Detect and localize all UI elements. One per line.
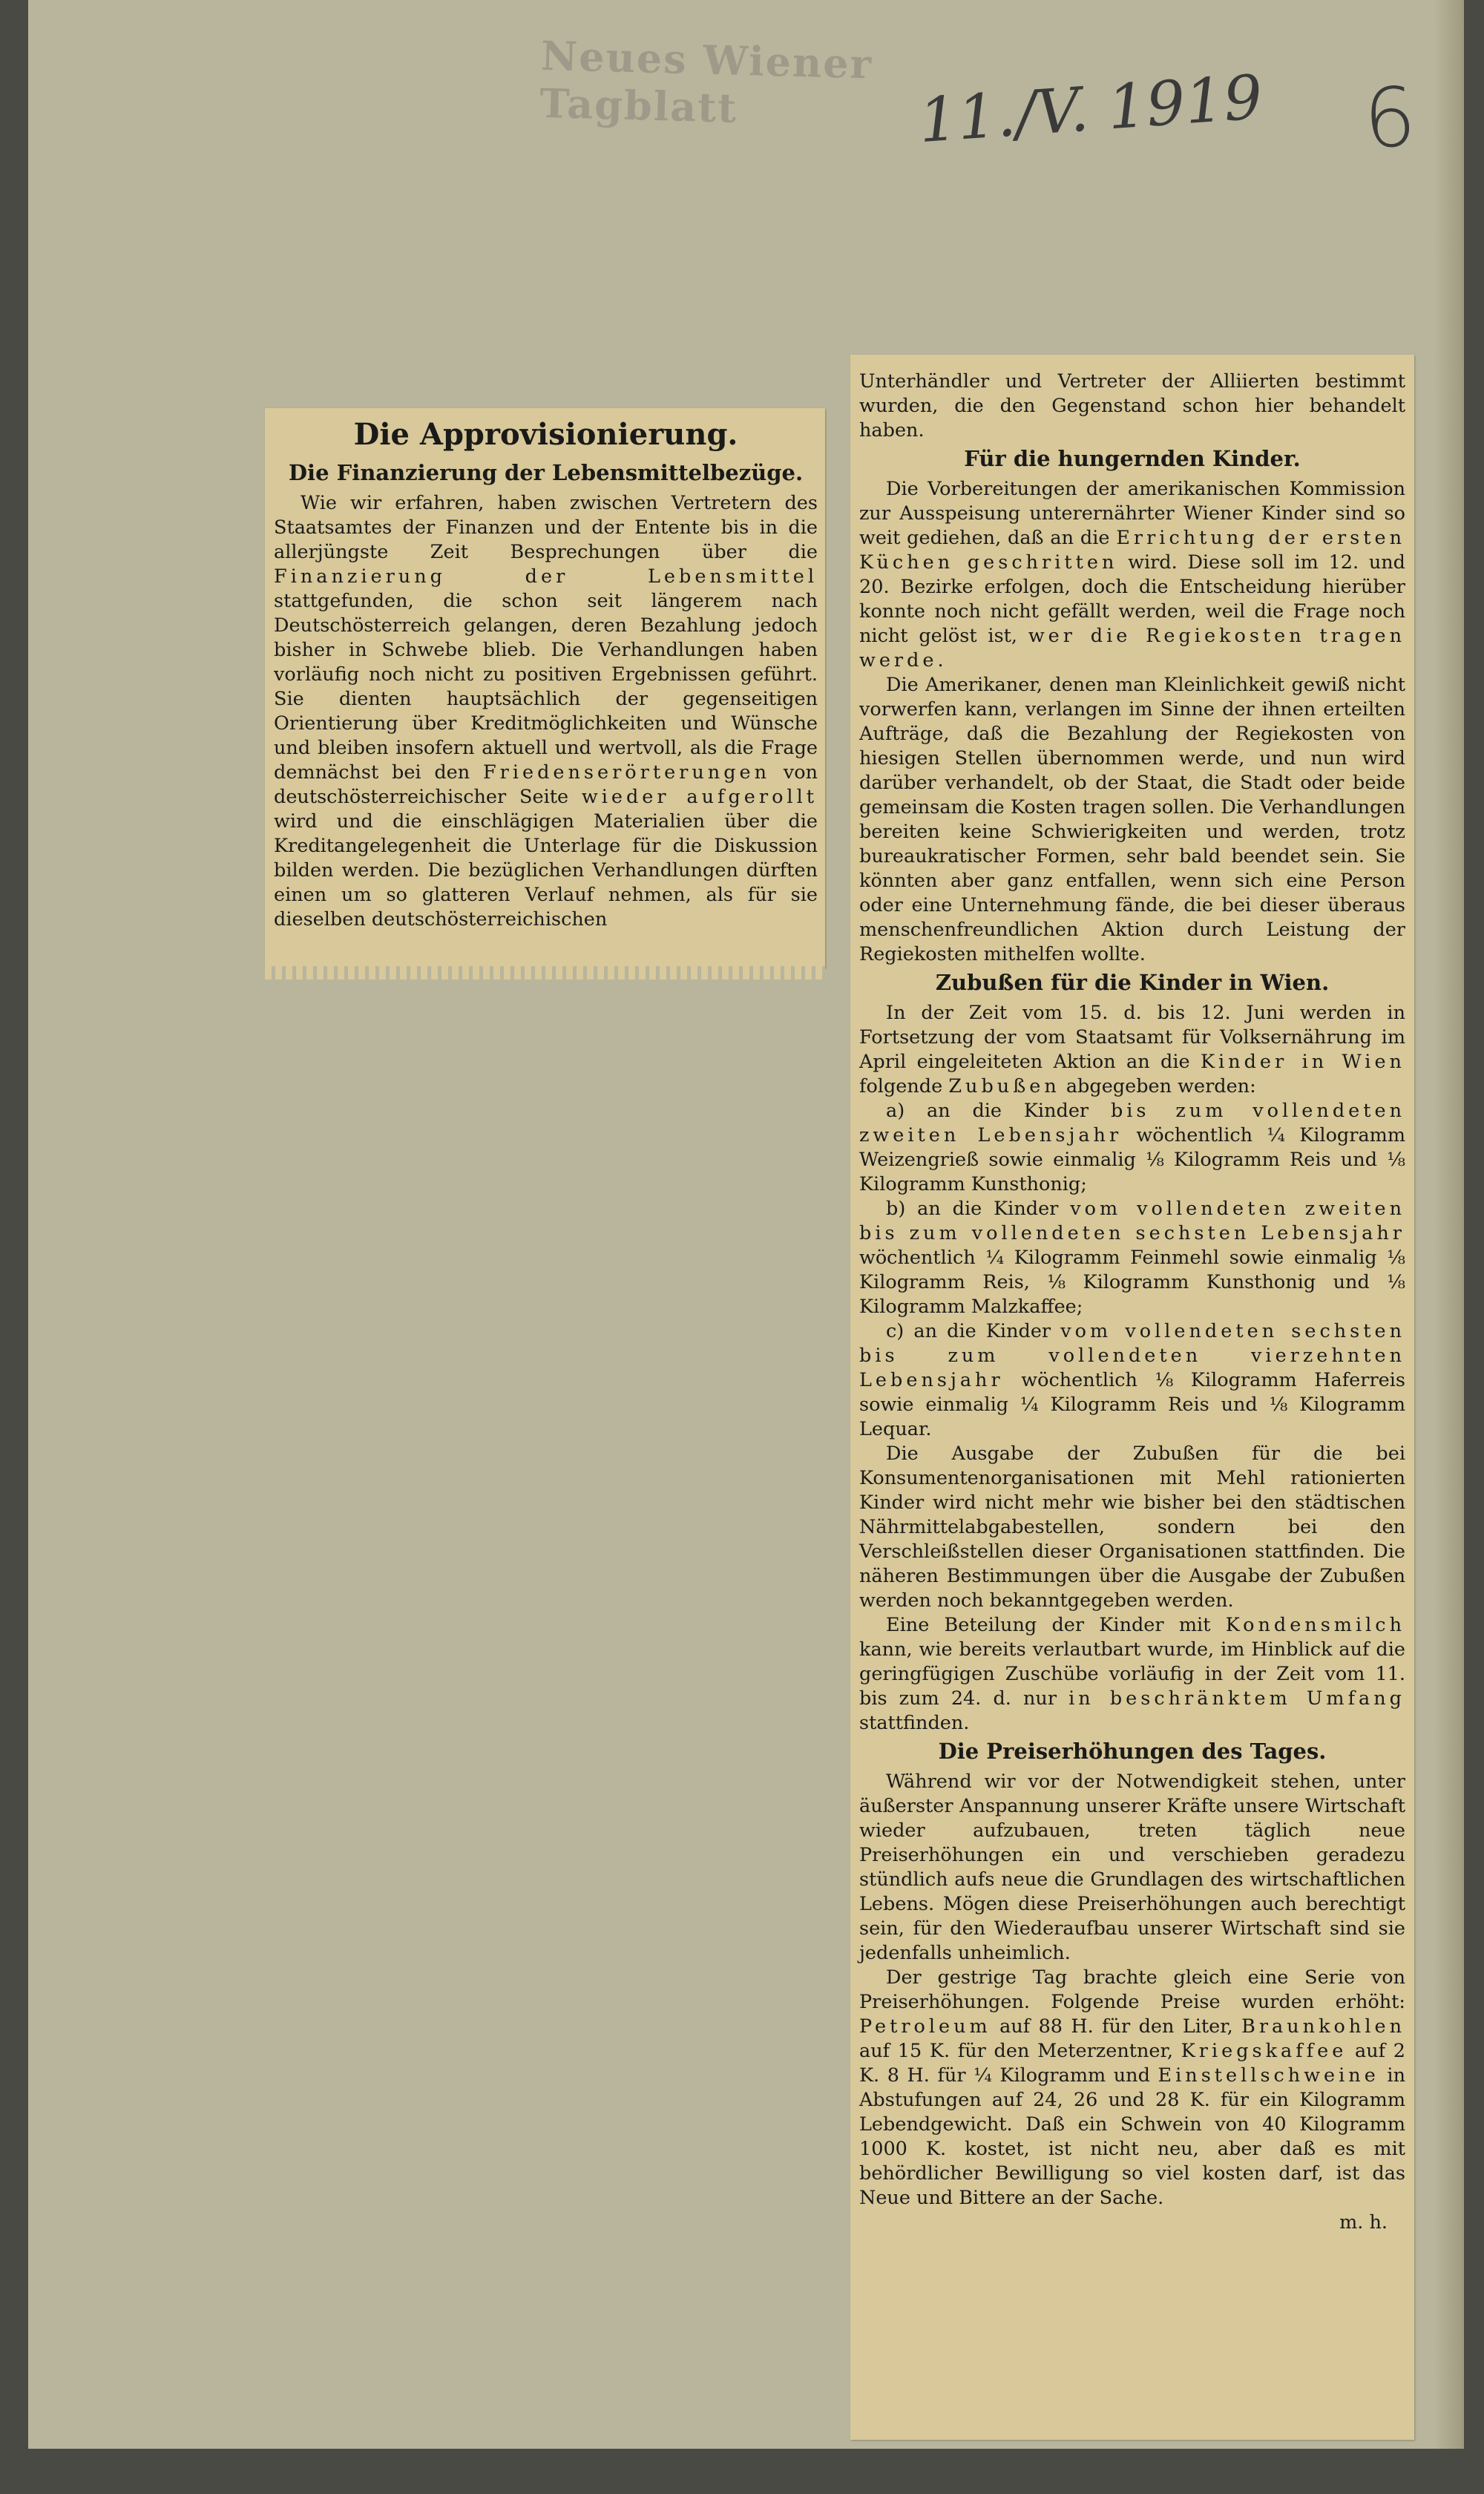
paragraph-kinder-1: Die Vorbereitungen der amerikanischen Kommission zur Ausspeisung unterernährter Wiener Kinder sind so weit gediehen, daß an die Errichtung der ersten Küchen geschritten wird. Diese soll im 12. und 20. Bezirke erfolgen, doch die Entscheidung hierüber konnte noch nicht gefällt werden, weil die Frage noch nicht gelöst ist, wer die Regiekosten tragen werde.	[859, 478, 1406, 672]
list-item-c: c) an die Kinder vom vollendeten sechsten bis zum vollendeten vierzehnten Lebensjahr wöchentlich ⅛ Kilogramm Haferreis sowie einmalig ¼ Kilogramm Reis und ⅛ Kilogramm Lequar.	[859, 1320, 1405, 1440]
paragraph-continuation: Unterhändler und Vertreter der Alliierten bestimmt wurden, die den Gegenstand schon hier behandelt haben.	[859, 370, 1405, 442]
clipping-left	[265, 408, 825, 968]
article-subtitle: Die Finanzierung der Lebensmittelbezüge.	[288, 460, 804, 485]
heading-preiserhoehungen: Die Preiserhöhungen des Tages.	[938, 1739, 1327, 1764]
clipping-right	[850, 355, 1414, 2440]
paragraph-finanzierung: Wie wir erfahren, haben zwischen Vertretern des Staatsamtes der Finanzen und der Entente bis in die allerjüngste Zeit Besprechungen über die Finanzierung der Lebensmittel stattgefunden, die schon seit längerem nach Deutschösterreich gelangen, deren Bezahlung jedoch bisher in Schwebe blieb. Die Verhandlungen haben vorläufig noch nicht zu positiven Ergebnissen geführt. Sie dienten hauptsächlich der gegenseitigen Orientierung über Kreditmöglichkeiten und Wünsche und bleiben insofern aktuell und wertvoll, als die Frage demnächst bei den Friedenserörterungen von deutschösterreichischer Seite wieder aufgerollt wird und die einschlägigen Materialien über die Kreditangelegenheit die Unterlage für die Diskussion bilden werden. Die bezüglichen Verhandlungen dürften einen um so glatteren Verlauf nehmen, als für sie dieselben deutschösterreichischen	[274, 492, 818, 931]
heading-zubussen: Zubußen für die Kinder in Wien.	[935, 970, 1330, 995]
paragraph-preise-1: Während wir vor der Notwendigkeit stehen, unter äußerster Anspannung unserer Kräfte unsere Wirtschaft wieder aufzubauen, treten täglich neue Preiserhöhungen ein und verschieben geradezu stündlich aufs neue die Grundlagen des wirtschaftlichen Lebens. Mögen diese Preiserhöhungen auch berechtigt sein, für den Wiederaufbau unserer Wirtschaft sind sie jedenfalls unheimlich.	[859, 1771, 1405, 1964]
paragraph-zubussen-1: In der Zeit vom 15. d. bis 12. Juni werden in Fortsetzung der vom Staatsamt für Volksernährung im April eingeleiteten Aktion an die Kinder in Wien folgende Zubußen abgegeben werden:	[859, 1002, 1405, 1097]
article-title: Die Approvisionierung.	[353, 417, 738, 452]
paragraph-kinder-2: Die Amerikaner, denen man Kleinlichkeit gewiß nicht vorwerfen kann, verlangen im Sinne der ihnen erteilten Aufträge, daß die Bezahlung der Regiekosten von hiesigen Stellen übernommen werde, und nun wird darüber verhandelt, ob der Staat, die Stadt oder beide gemeinsam die Kosten tragen sollen. Die Verhandlungen bereiten keine Schwierigkeiten und werden, trotz bureaukratischer Formen, sehr bald beendet sein. Sie könnten aber ganz entfallen, wenn sich eine Person oder eine Unternehmung fände, die bei dieser überaus menschenfreundlichen Aktion durch Leistung der Regiekosten mithelfen wollte.	[859, 674, 1405, 965]
handwritten-date: 11./V. 1919	[916, 62, 1265, 157]
torn-edge	[265, 966, 825, 979]
paragraph-kondensmilch: Eine Beteilung der Kinder mit Kondensmilch kann, wie bereits verlautbart wurde, im Hinblick auf die geringfügigen Zuschübe vorläufig in der Zeit vom 11. bis zum 24. d. nur in beschränktem Umfang stattfinden.	[859, 1614, 1405, 1734]
author-signature: m. h.	[1339, 2211, 1388, 2234]
archive-stamp: Neues Wiener Tagblatt	[539, 31, 873, 132]
list-item-a: a) an die Kinder bis zum vollendeten zweiten Lebensjahr wöchentlich ¼ Kilogramm Weizengrieß sowie einmalig ⅛ Kilogramm Reis und ⅛ Kilogramm Kunsthonig;	[859, 1100, 1406, 1195]
list-item-b: b) an die Kinder vom vollendeten zweiten bis zum vollendeten sechsten Lebensjahr wöchentlich ¼ Kilogramm Feinmehl sowie einmalig ⅛ Kilogramm Reis, ⅛ Kilogramm Kunsthonig und ⅛ Kilogramm Malzkaffee;	[859, 1198, 1405, 1318]
handwritten-page-number: 6	[1361, 69, 1419, 167]
paragraph-preise-2: Der gestrige Tag brachte gleich eine Serie von Preiserhöhungen. Folgende Preise wurden erhöht: Petroleum auf 88 H. für den Liter, Braunkohlen auf 15 K. für den Meterzentner, Kriegskaffee auf 2 K. 8 H. für ¼ Kilogramm und Einstellschweine in Abstufungen auf 24, 26 und 28 K. für ein Kilogramm Lebendgewicht. Daß ein Schwein von 40 Kilogramm 1000 K. kostet, ist nicht neu, aber daß es mit behördlicher Bewilligung so viel kosten darf, ist das Neue und Bittere an der Sache.	[859, 1966, 1406, 2209]
heading-hungernde-kinder: Für die hungernden Kinder.	[964, 446, 1301, 471]
paragraph-zubussen-2: Die Ausgabe der Zubußen für die bei Konsumentenorganisationen mit Mehl rationierten Kinder wird nicht mehr wie bisher bei den städtischen Nährmittelabgabestellen, sondern bei den Verschleißstellen dieser Organisationen stattfinden. Die näheren Bestimmungen über die Ausgabe der Zubußen werden noch bekanntgegeben werden.	[859, 1443, 1405, 1612]
